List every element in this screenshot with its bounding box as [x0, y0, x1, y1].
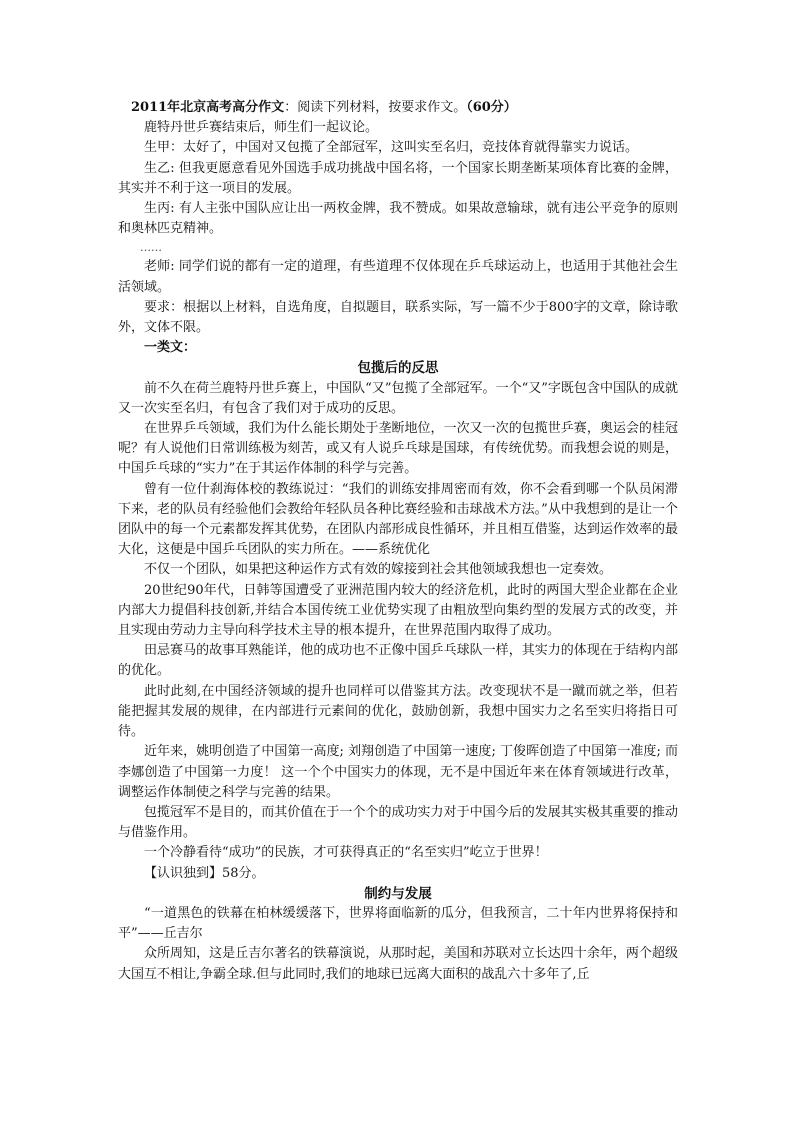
material-line: 生甲：太好了，中国对又包揽了全部冠军，这叫实至名归，竞技体育就得靠实力说话。 — [144, 140, 639, 156]
document-page — [118, 98, 678, 985]
essay1-paragraph: 此时此刻,在中国经济领域的提升也同样可以借鉴其方法。改变现状不是一蹴而就之举，但若能把握其发展的规律，在内部进行元素间的优化，鼓励创新，我想中国实力之名至实归将指日可待。 — [118, 683, 678, 740]
prompt-header — [118, 98, 678, 118]
material-line: 鹿特丹世乒赛结束后，师生们一起议论。 — [144, 120, 379, 136]
essay1-paragraph: 20世纪90年代，日韩等国遭受了亚洲范围内较大的经济危机，此时的两国大型企业都在企业内部大力提倡科技创新,并结合本国传统工业优势实现了由粗放型向集约型的发展方式的改变，并且实现由劳动力主导向科学技术主导的根本提升，在世界范围内取得了成功。 — [118, 582, 678, 639]
essay1-paragraph: 不仅一个团队，如果把这种运作方式有效的嫁接到社会其他领域我想也一定奏效。 — [144, 562, 613, 578]
essay2-title: 制约与发展 — [364, 885, 432, 902]
material-line: 生乙: 但我更愿意看见外国选手成功挑战中国名将，一个国家长期垄断某项体育比赛的金牌，其实并不利于这一项目的发展。 — [118, 160, 678, 196]
essay1-paragraph: 在世界乒乓领域，我们为什么能长期处于垄断地位，一次又一次的包揽世乒赛，奥运会的桂冠呢？有人说他们日常训练极为刻苦，或又有人说乒乓球是国球，有传统优势。而我想会说的则是，中国乒乓球的“实力”在于其运作体制的科学与完善。 — [118, 421, 678, 477]
essay1-title: 包揽后的反思 — [357, 360, 439, 377]
essay1-score: 【认识独到】58分。 — [144, 865, 265, 881]
essay1-paragraph: 田忌赛马的故事耳熟能详，他的成功也不正像中国乒乓球队一样，其实力的体现在于结构内部的优化。 — [118, 643, 678, 679]
material-line: 生丙: 有人主张中国队应让出一两枚金牌，我不赞成。如果故意输球，就有违公平竞争的原则和奥林匹克精神。 — [118, 201, 678, 237]
prompt-header-rest: ：阅读下列材料，按要求作文。 — [284, 100, 467, 115]
ellipsis: …… — [140, 241, 162, 255]
material-line: 老师: 同学们说的都有一定的道理，有些道理不仅体现在乒乓球运动上，也适用于其他社会生活领域。 — [118, 259, 678, 295]
essay2-paragraph: “一道黑色的铁幕在柏林缓缓落下，世界将面临新的瓜分，但我预言，二十年内世界将保持和平”——丘吉尔 — [118, 905, 678, 942]
material-line: 要求：根据以上材料，自选角度，自拟题目，联系实际，写一篇不少于800字的文章，除诗歌外，文体不限。 — [118, 299, 678, 336]
prompt-header-bold: 2011年北京高考高分作文 — [131, 100, 285, 115]
essay1-paragraph: 前不久在荷兰鹿特丹世乒赛上，中国队“又”包揽了全部冠军。一个“又”字既包含中国队的成就又一次实至名归，有包含了我们对于成功的反思。 — [118, 380, 678, 416]
essay1-paragraph: 包揽冠军不是目的，而其价值在于一个个的成功实力对于中国今后的发展其实极其重要的推动与借鉴作用。 — [118, 804, 678, 841]
essay1-paragraph: 曾有一位什刹海体校的教练说过：“我们的训练安排周密而有效，你不会看到哪一个队员闲滞下来，老的队员有经验他们会教给年轻队员各种比赛经验和击球战术方法。”从中我想到的是让一个团队中的每一个元素都发挥其优势，在团队内部形成良性循环，并且相互借鉴，达到运作效率的最大化，这便是中国乒乓团队的实力所在。——系统优化 — [118, 481, 678, 558]
category-heading: 一类文： — [144, 340, 197, 356]
essay1-paragraph: 近年来，姚明创造了中国第一高度; 刘翔创造了中国第一速度; 丁俊晖创造了中国第一准度; 而李娜创造了中国第一力度！ 这一个个中国实力的体现，无不是中国近年来在体育领域进行改革，调整运作体制使之科学与完善的结果。 — [118, 744, 678, 800]
essay1-paragraph: 一个冷静看待“成功”的民族，才可获得真正的“名至实归”屹立于世界！ — [144, 845, 548, 861]
essay2-paragraph: 众所周知，这是丘吉尔著名的铁幕演说，从那时起，美国和苏联对立长达四十余年，两个超级大国互不相让,争霸全球.但与此同时,我们的地球已远离大面积的战乱六十多年了,丘 — [118, 946, 678, 982]
prompt-header-score: （60分） — [466, 100, 517, 115]
